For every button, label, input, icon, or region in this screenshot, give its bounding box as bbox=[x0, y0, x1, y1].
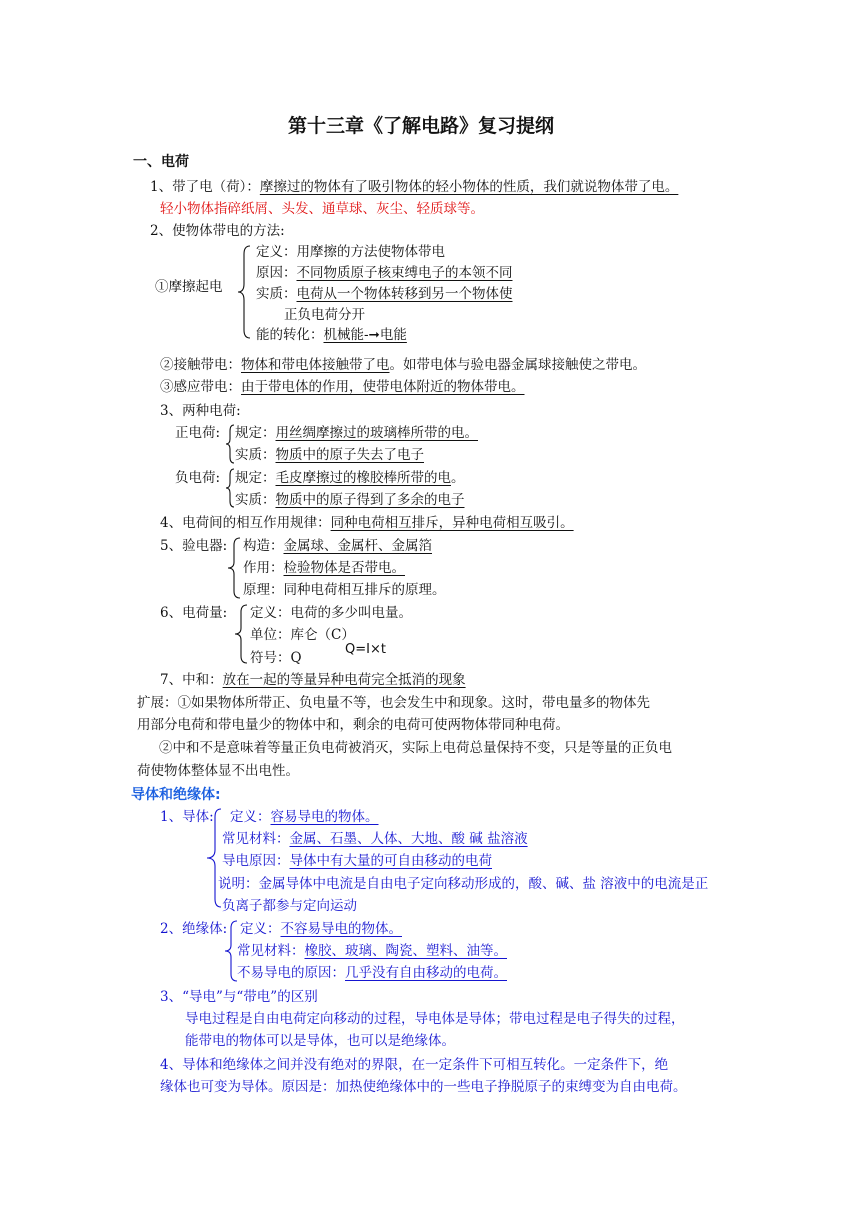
item-two-charges: 3、两种电荷: bbox=[160, 403, 241, 419]
friction-energy: 能的转化：机械能-➞电能 bbox=[256, 327, 407, 343]
induction-electrification: ③感应带电：由于带电体的作用，使带电体附近的物体带电。 bbox=[160, 379, 525, 395]
insulator-brace bbox=[224, 919, 238, 983]
friction-essence: 实质：电荷从一个物体转移到另一个物体使 bbox=[256, 286, 513, 302]
electroscope-structure: 构造：金属球、金属杆、金属箔 bbox=[243, 538, 432, 554]
extension-line-1: 扩展：①如果物体所带正、负电量不等，也会发生中和现象。这时，带电量多的物体先 bbox=[137, 695, 650, 711]
conduct-vs-charge-line-2: 能带电的物体可以是导体，也可以是绝缘体。 bbox=[185, 1033, 455, 1049]
charge-formula: Q=I×t bbox=[345, 642, 386, 657]
negative-brace bbox=[225, 467, 235, 509]
page-title: 第十三章《了解电路》复习提纲 bbox=[288, 115, 555, 137]
insulator-definition: 定义：不容易导电的物体。 bbox=[240, 921, 402, 937]
conductor-brace bbox=[205, 807, 223, 909]
charge-quantity-unit: 单位：库仑（C） bbox=[250, 627, 355, 643]
electroscope-brace bbox=[227, 536, 241, 600]
light-objects-note: 轻小物体指碎纸屑、头发、通草球、灰尘、轻质球等。 bbox=[160, 201, 484, 217]
item-neutralization: 7、中和：放在一起的等量异种电荷完全抵消的现象 bbox=[160, 672, 466, 688]
contact-electrification: ②接触带电：物体和带电体接触带了电。如带电体与验电器金属球接触使之带电。 bbox=[160, 357, 646, 373]
charge-quantity-brace bbox=[234, 603, 248, 665]
negative-charge-label: 负电荷: bbox=[175, 470, 221, 486]
section-heading-charge: 一、电荷 bbox=[133, 154, 189, 170]
conductor-note-1: 说明：金属导体中电流是自由电子定向移动形成的，酸、碱、盐 溶液中的电流是正 bbox=[218, 876, 709, 892]
conductor-cause: 导电原因：导体中有大量的可自由移动的电荷 bbox=[222, 853, 492, 869]
electroscope-label: 5、验电器: bbox=[160, 538, 228, 554]
conduct-vs-charge-heading: 3、“导电”与“带电”的区别 bbox=[160, 989, 318, 1005]
electroscope-principle: 原理：同种电荷相互排斥的原理。 bbox=[243, 582, 446, 598]
extension-line-4: 荷使物体整体显不出电性。 bbox=[137, 763, 299, 779]
negative-essence: 实质：物质中的原子得到了多余的电子 bbox=[235, 492, 465, 508]
friction-brace bbox=[236, 244, 252, 340]
charge-quantity-label: 6、电荷量: bbox=[160, 605, 228, 621]
conductor-note-2: 负离子都参与定向运动 bbox=[222, 898, 357, 914]
item-methods: 2、使物体带电的方法: bbox=[150, 223, 285, 239]
positive-charge-label: 正电荷: bbox=[175, 425, 221, 441]
negative-rule: 规定：毛皮摩擦过的橡胶棒所带的电。 bbox=[235, 470, 465, 486]
charge-quantity-symbol: 符号：Q bbox=[250, 650, 302, 666]
no-absolute-boundary-line-1: 4、导体和绝缘体之间并没有绝对的界限，在一定条件下可相互转化。一定条件下，绝 bbox=[160, 1057, 669, 1073]
friction-definition: 定义：用摩擦的方法使物体带电 bbox=[256, 244, 445, 260]
friction-essence-cont: 正负电荷分开 bbox=[284, 307, 365, 323]
item-charged bbox=[150, 178, 678, 196]
item-text: 摩擦过的物体有了吸引物体的轻小物体的性质，我们就说物体带了电。 bbox=[259, 179, 679, 195]
conductor-label: 1、导体: bbox=[160, 809, 214, 825]
insulator-label: 2、绝缘体: bbox=[160, 921, 228, 937]
insulator-cause: 不易导电的原因：几乎没有自由移动的电荷。 bbox=[237, 965, 507, 981]
conductor-materials: 常见材料：金属、石墨、人体、大地、酸 碱 盐溶液 bbox=[222, 831, 528, 847]
conduct-vs-charge-line-1: 导电过程是自由电荷定向移动的过程，导电体是导体；带电过程是电子得失的过程， bbox=[185, 1011, 685, 1027]
item-interaction-law: 4、电荷间的相互作用规律：同种电荷相互排斥，异种电荷相互吸引。 bbox=[160, 515, 574, 531]
conductor-definition: 定义：容易导电的物体。 bbox=[230, 809, 379, 825]
item-label: 1、带了电（荷）： bbox=[150, 179, 260, 195]
charge-quantity-definition: 定义：电荷的多少叫电量。 bbox=[250, 605, 412, 621]
positive-brace bbox=[225, 423, 235, 465]
extension-line-2: 用部分电荷和带电量少的物体中和，剩余的电荷可使两物体带同种电荷。 bbox=[137, 717, 569, 733]
positive-essence: 实质：物质中的原子失去了电子 bbox=[235, 447, 424, 463]
friction-cause: 原因：不同物质原子核束缚电子的本领不同 bbox=[256, 265, 513, 281]
electroscope-function: 作用：检验物体是否带电。 bbox=[243, 560, 405, 576]
friction-label: ①摩擦起电 bbox=[155, 279, 223, 295]
section-heading-conductors: 导体和绝缘体: bbox=[131, 787, 221, 803]
no-absolute-boundary-line-2: 缘体也可变为导体。原因是：加热使绝缘体中的一些电子挣脱原子的束缚变为自由电荷。 bbox=[160, 1079, 687, 1095]
positive-rule: 规定：用丝绸摩擦过的玻璃棒所带的电。 bbox=[235, 425, 478, 441]
insulator-materials: 常见材料：橡胶、玻璃、陶瓷、塑料、油等。 bbox=[237, 943, 507, 959]
extension-line-3: ②中和不是意味着等量正负电荷被消灭，实际上电荷总量保持不变，只是等量的正负电 bbox=[159, 740, 672, 756]
